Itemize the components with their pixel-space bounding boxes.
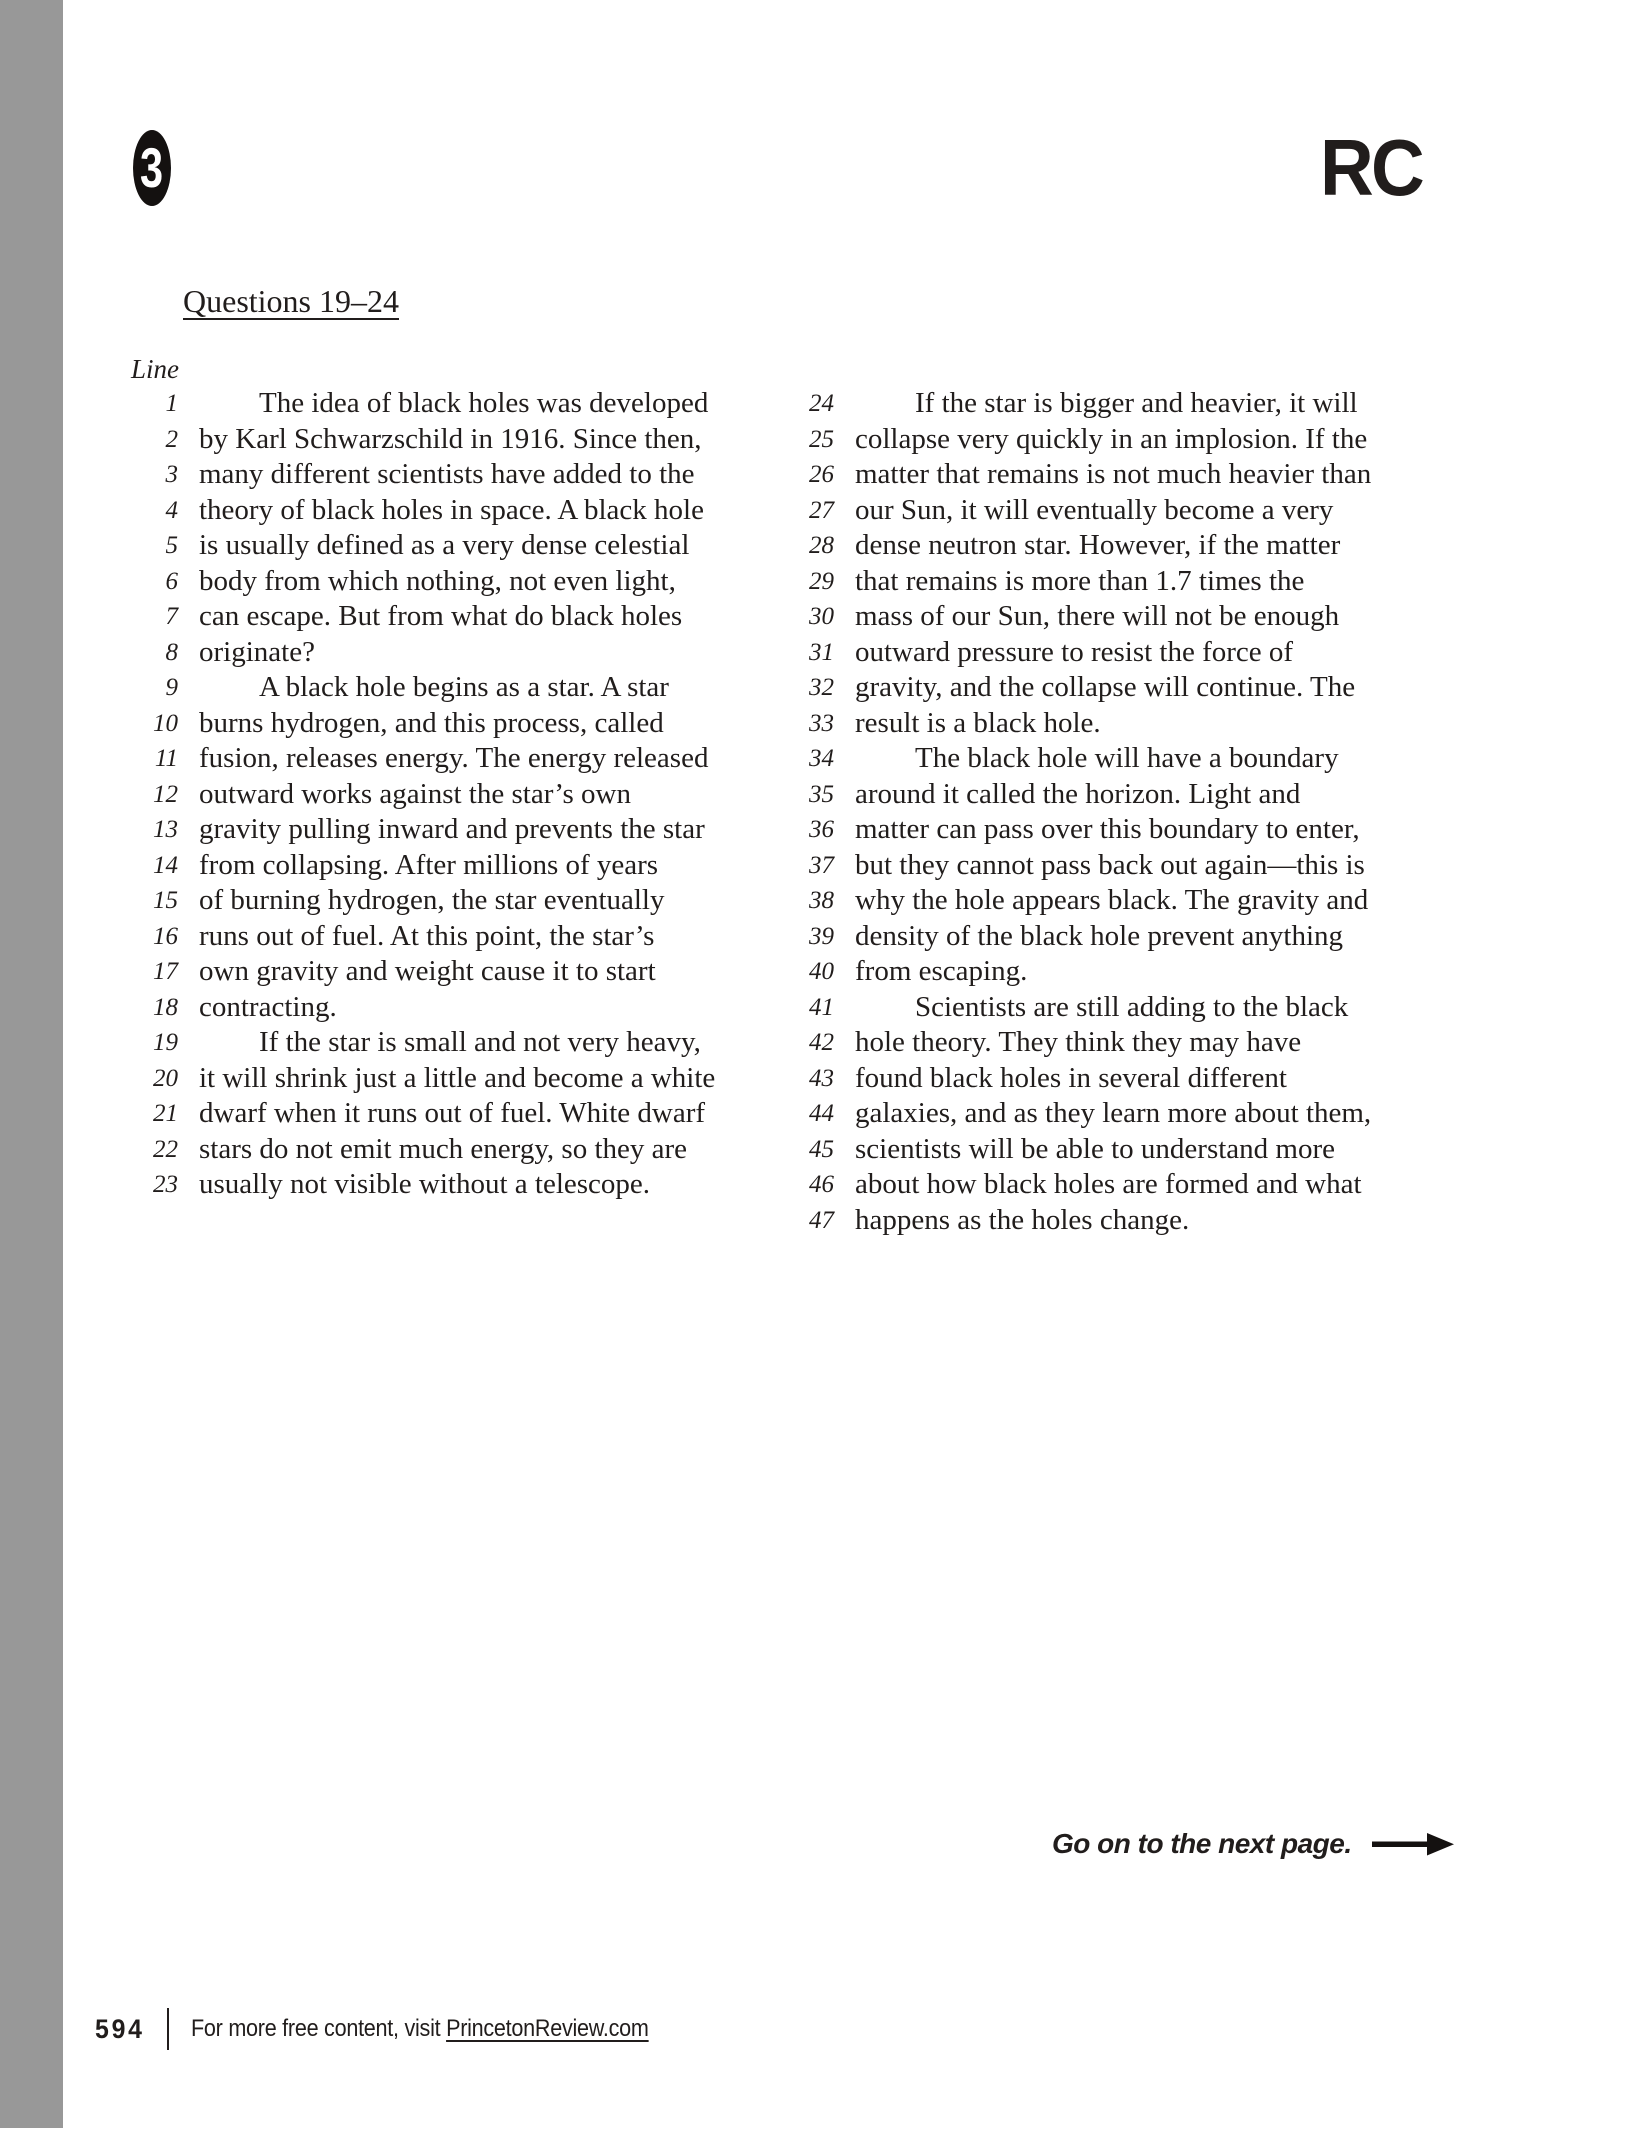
footer-link[interactable]: PrincetonReview.com xyxy=(446,2015,649,2042)
passage-line xyxy=(762,990,1462,1026)
line-number: 5 xyxy=(165,532,178,559)
line-number: 40 xyxy=(809,958,834,985)
line-number: 15 xyxy=(153,887,178,914)
passage-line xyxy=(106,777,796,813)
line-text: found black holes in several different xyxy=(855,1061,1287,1094)
line-number: 26 xyxy=(809,461,834,488)
passage-line xyxy=(106,883,796,919)
line-number: 14 xyxy=(153,851,178,879)
passage-line xyxy=(762,954,1462,990)
passage-line xyxy=(106,706,796,742)
line-text: If the star is bigger and heavier, it will xyxy=(915,387,1358,419)
passage-line xyxy=(106,990,796,1026)
line-text: scientists will be able to understand more xyxy=(855,1132,1336,1165)
line-text: density of the black hole prevent anything xyxy=(855,919,1344,952)
line-number: 38 xyxy=(809,887,834,914)
line-number: 27 xyxy=(809,496,834,524)
line-number: 30 xyxy=(809,603,834,630)
line-number: 43 xyxy=(809,1064,834,1092)
passage-column-2 xyxy=(762,386,1462,1238)
line-number: 22 xyxy=(153,1135,178,1163)
line-number: 12 xyxy=(153,780,178,808)
line-number: 23 xyxy=(153,1171,178,1198)
passage-line xyxy=(106,1025,796,1061)
passage-line xyxy=(762,635,1462,671)
passage-line xyxy=(106,741,796,777)
passage-line xyxy=(106,564,796,600)
line-text: is usually defined as a very dense celestial xyxy=(199,529,690,561)
passage-line xyxy=(762,422,1462,458)
passage-line xyxy=(762,1203,1462,1239)
go-on-directive xyxy=(1052,1828,1454,1860)
passage-line xyxy=(762,599,1462,635)
passage-line xyxy=(106,919,796,955)
passage-line xyxy=(762,457,1462,493)
line-number: 31 xyxy=(809,638,834,666)
line-number: 18 xyxy=(153,993,178,1021)
line-number: 7 xyxy=(165,603,178,630)
line-number: 28 xyxy=(809,532,834,559)
line-text: why the hole appears black. The gravity and xyxy=(855,884,1369,916)
line-text: originate? xyxy=(199,635,315,668)
passage-column-1 xyxy=(106,386,796,1203)
section-code-label: RC xyxy=(1320,123,1422,212)
line-text: around it called the horizon. Light and xyxy=(855,777,1301,810)
line-number: 21 xyxy=(153,1100,178,1127)
passage-line xyxy=(762,848,1462,884)
line-number: 42 xyxy=(809,1029,834,1056)
passage-line xyxy=(106,493,796,529)
footer-divider xyxy=(167,2008,169,2050)
line-text: but they cannot pass back out again—this is xyxy=(855,848,1365,881)
line-number: 47 xyxy=(809,1206,834,1234)
line-text: collapse very quickly in an implosion. If the xyxy=(855,422,1368,455)
line-text: matter can pass over this boundary to enter, xyxy=(855,813,1360,845)
passage-line xyxy=(762,386,1462,422)
passage-line xyxy=(106,1167,796,1203)
passage-line xyxy=(106,1096,796,1132)
passage-line xyxy=(762,1061,1462,1097)
line-text: result is a black hole. xyxy=(855,706,1101,739)
line-number: 16 xyxy=(153,922,178,950)
line-text: own gravity and weight cause it to start xyxy=(199,955,656,987)
line-text: dwarf when it runs out of fuel. White dwarf xyxy=(199,1097,706,1129)
line-number: 6 xyxy=(165,567,178,595)
line-text: it will shrink just a little and become a white xyxy=(199,1061,716,1094)
line-number: 8 xyxy=(165,638,178,666)
line-text: dense neutron star. However, if the matter xyxy=(855,529,1341,561)
line-number: 36 xyxy=(809,816,834,843)
line-text: usually not visible without a telescope. xyxy=(199,1168,651,1200)
passage-line xyxy=(762,812,1462,848)
section-number-badge xyxy=(133,130,171,206)
passage-line xyxy=(762,493,1462,529)
line-number: 19 xyxy=(153,1029,178,1056)
passage-line xyxy=(762,777,1462,813)
line-text: runs out of fuel. At this point, the star’s xyxy=(199,919,655,952)
line-number: 32 xyxy=(809,674,834,701)
passage-line xyxy=(106,599,796,635)
line-number: 2 xyxy=(165,425,178,453)
line-number: 13 xyxy=(153,816,178,843)
line-text: gravity, and the collapse will continue. The xyxy=(855,671,1356,703)
line-text: matter that remains is not much heavier than xyxy=(855,458,1372,490)
passage-line xyxy=(762,564,1462,600)
passage-line xyxy=(106,422,796,458)
passage-line xyxy=(106,457,796,493)
line-text: The idea of black holes was developed xyxy=(259,387,709,419)
passage-line xyxy=(762,706,1462,742)
line-text: happens as the holes change. xyxy=(855,1203,1190,1236)
passage-line xyxy=(762,883,1462,919)
line-text: mass of our Sun, there will not be enough xyxy=(855,600,1340,632)
passage-line xyxy=(762,1096,1462,1132)
line-text: If the star is small and not very heavy, xyxy=(259,1026,701,1058)
line-number: 35 xyxy=(809,780,834,808)
line-text: that remains is more than 1.7 times the xyxy=(855,564,1305,597)
line-number: 29 xyxy=(809,567,834,595)
line-text: by Karl Schwarzschild in 1916. Since then, xyxy=(199,422,702,455)
line-number: 33 xyxy=(809,709,834,737)
passage-line xyxy=(106,386,796,422)
passage-line xyxy=(106,1061,796,1097)
line-text: galaxies, and as they learn more about them, xyxy=(855,1097,1372,1129)
line-text: outward works against the star’s own xyxy=(199,777,631,810)
line-text: can escape. But from what do black holes xyxy=(199,600,683,632)
line-number: 3 xyxy=(165,461,178,488)
page-number: 594 xyxy=(95,2013,145,2044)
passage-line xyxy=(762,1167,1462,1203)
next-page-arrow-icon xyxy=(1372,1831,1454,1857)
line-number: 20 xyxy=(153,1064,178,1092)
line-text: our Sun, it will eventually become a very xyxy=(855,493,1334,526)
line-number: 1 xyxy=(165,390,178,417)
passage-line xyxy=(106,954,796,990)
line-text: hole theory. They think they may have xyxy=(855,1026,1302,1058)
line-text: theory of black holes in space. A black hole xyxy=(199,493,704,526)
line-text: body from which nothing, not even light, xyxy=(199,564,676,597)
passage-line xyxy=(106,812,796,848)
line-text: stars do not emit much energy, so they are xyxy=(199,1132,688,1165)
page-footer xyxy=(95,2006,700,2052)
line-number: 9 xyxy=(165,674,178,701)
page-edge-bar xyxy=(0,0,63,2128)
passage-line xyxy=(762,919,1462,955)
passage-line xyxy=(106,1132,796,1168)
section-number: 3 xyxy=(140,136,164,199)
line-text: from collapsing. After millions of years xyxy=(199,848,659,881)
line-text: fusion, releases energy. The energy released xyxy=(199,742,709,774)
line-number: 4 xyxy=(165,496,178,524)
passage-line xyxy=(106,528,796,564)
line-text: about how black holes are formed and what xyxy=(855,1168,1362,1200)
line-number: 17 xyxy=(153,958,178,985)
line-column-label: Line xyxy=(131,354,180,384)
go-on-label: Go on to the next page. xyxy=(1052,1828,1352,1859)
passage-line xyxy=(106,670,796,706)
line-number: 11 xyxy=(154,745,178,772)
passage-line xyxy=(106,635,796,671)
passage-line xyxy=(762,1132,1462,1168)
line-text: gravity pulling inward and prevents the star xyxy=(199,813,705,845)
line-text: outward pressure to resist the force of xyxy=(855,635,1294,668)
line-text: burns hydrogen, and this process, called xyxy=(199,706,664,739)
passage-line xyxy=(762,741,1462,777)
passage-line xyxy=(762,670,1462,706)
line-text: from escaping. xyxy=(855,955,1028,987)
line-text: A black hole begins as a star. A star xyxy=(259,671,669,703)
line-text: Scientists are still adding to the black xyxy=(915,990,1349,1023)
passage-line xyxy=(762,1025,1462,1061)
line-number: 39 xyxy=(809,922,834,950)
passage-line xyxy=(106,848,796,884)
line-number: 34 xyxy=(809,745,834,772)
line-number: 37 xyxy=(809,851,834,879)
questions-range-heading: Questions 19–24 xyxy=(183,283,399,319)
line-number: 41 xyxy=(809,993,834,1021)
footer-text: For more free content, visit xyxy=(191,2015,447,2042)
line-number: 46 xyxy=(809,1171,834,1198)
line-text: many different scientists have added to the xyxy=(199,458,695,490)
line-number: 44 xyxy=(809,1100,834,1127)
line-text: of burning hydrogen, the star eventually xyxy=(199,884,665,916)
line-text: The black hole will have a boundary xyxy=(915,742,1339,774)
line-number: 45 xyxy=(809,1135,834,1163)
line-text: contracting. xyxy=(199,990,337,1023)
passage-line xyxy=(762,528,1462,564)
line-number: 24 xyxy=(809,390,834,417)
line-number: 10 xyxy=(153,709,178,737)
line-number: 25 xyxy=(809,425,834,453)
